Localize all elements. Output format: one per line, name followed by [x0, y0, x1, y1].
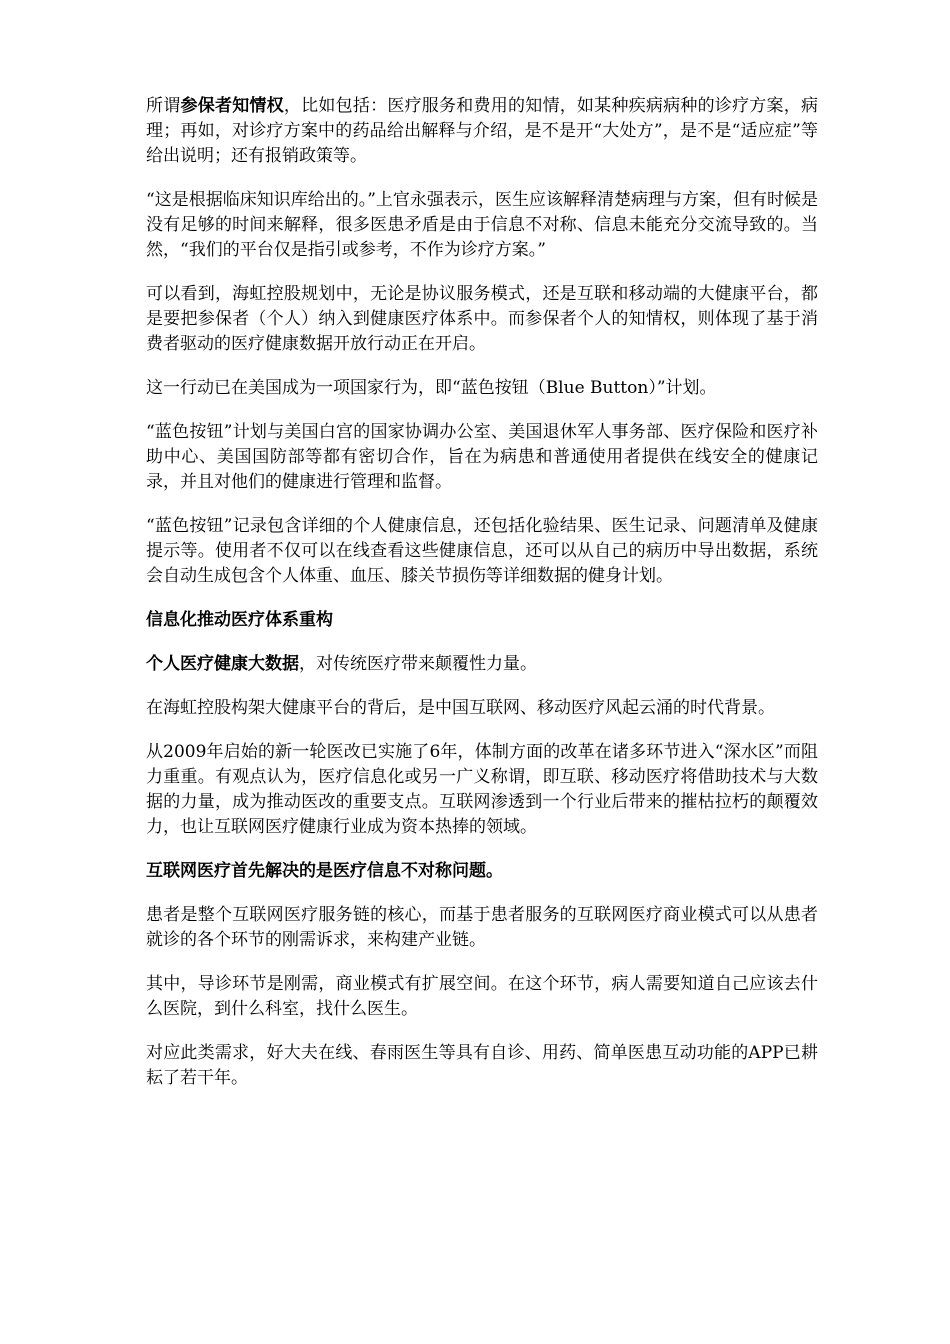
paragraph-haihong-plan: 可以看到，海虹控股规划中，无论是协议服务模式，还是互联和移动端的大健康平台，都是要把参保者（个人）纳入到健康医疗体系中。而参保者个人的知情权，则体现了基于消费者驱动的医疗健康数据开放行动正在开启。 [146, 284, 818, 354]
article-body [146, 94, 818, 1110]
paragraph-blue-button-records: “蓝色按钮”记录包含详细的个人健康信息，还包括化验结果、医生记录、问题清单及健康提示等。使用者不仅可以在线查看这些健康信息，还可以从自己的病历中导出数据，系统会自动生成包含个人体重、血压、膝关节损伤等详细数据的健身计划。 [146, 516, 818, 586]
section-heading-informatization: 信息化推动医疗体系重构 [146, 610, 333, 630]
paragraph-background: 在海虹控股构架大健康平台的背后，是中国互联网、移动医疗风起云涌的时代背景。 [146, 698, 775, 718]
paragraph-quote-shangguan: “这是根据临床知识库给出的。”上官永强表示，医生应该解释清楚病理与方案，但有时候是没有足够的时间来解释，很多医患矛盾是由于信息不对称、信息未能充分交流导致的。当然，“我们的平台仅是指引或参考，不作为诊疗方案。” [146, 190, 818, 260]
bold-term-informed-rights: 参保者知情权 [180, 96, 284, 116]
paragraph-triage: 其中，导诊环节是刚需，商业模式有扩展空间。在这个环节，病人需要知道自己应该去什么医院，到什么科室，找什么医生。 [146, 974, 818, 1019]
paragraph-healthcare-reform: 从2009年启始的新一轮医改已实施了6年，体制方面的改革在诸多环节进入“深水区”而阻力重重。有观点认为，医疗信息化或另一广义称谓，即互联、移动医疗将借助技术与大数据的力量，成为推动医改的重要支点。互联网渗透到一个行业后带来的摧枯拉朽的颠覆效力，也让互联网医疗健康行业成为资本热捧的领域。 [146, 742, 818, 837]
paragraph-text: 所谓 [146, 96, 181, 116]
section-heading-asymmetry: 互联网医疗首先解决的是医疗信息不对称问题。 [146, 861, 503, 881]
paragraph-text: ，比如包括：医疗服务和费用的知情，如某种疾病病种的诊疗方案，病理；再如，对诊疗方案中的药品给出解释与介绍，是不是开“大处方”，是不是“适应症”等给出说明；还有报销政策等。 [146, 96, 819, 166]
bold-term-big-data: 个人医疗健康大数据 [146, 654, 299, 674]
paragraph-apps: 对应此类需求，好大夫在线、春雨医生等具有自诊、用药、简单医患互动功能的APP已耕耘了若干年。 [146, 1043, 818, 1088]
paragraph-big-data [146, 652, 818, 677]
paragraph-patient-core: 患者是整个互联网医疗服务链的核心，而基于患者服务的互联网医疗商业模式可以从患者就诊的各个环节的刚需诉求，来构建产业链。 [146, 905, 818, 950]
paragraph-text: ，对传统医疗带来颠覆性力量。 [299, 654, 537, 674]
paragraph-blue-button-cooperation: “蓝色按钮”计划与美国白宫的国家协调办公室、美国退休军人事务部、医疗保险和医疗补助中心、美国国防部等都有密切合作，旨在为病患和普通使用者提供在线安全的健康记录，并且对他们的健康进行管理和监督。 [146, 422, 818, 492]
paragraph-blue-button-intro: 这一行动已在美国成为一项国家行为，即“蓝色按钮（Blue Button）”计划。 [146, 378, 717, 398]
paragraph-informed-rights [146, 94, 818, 169]
